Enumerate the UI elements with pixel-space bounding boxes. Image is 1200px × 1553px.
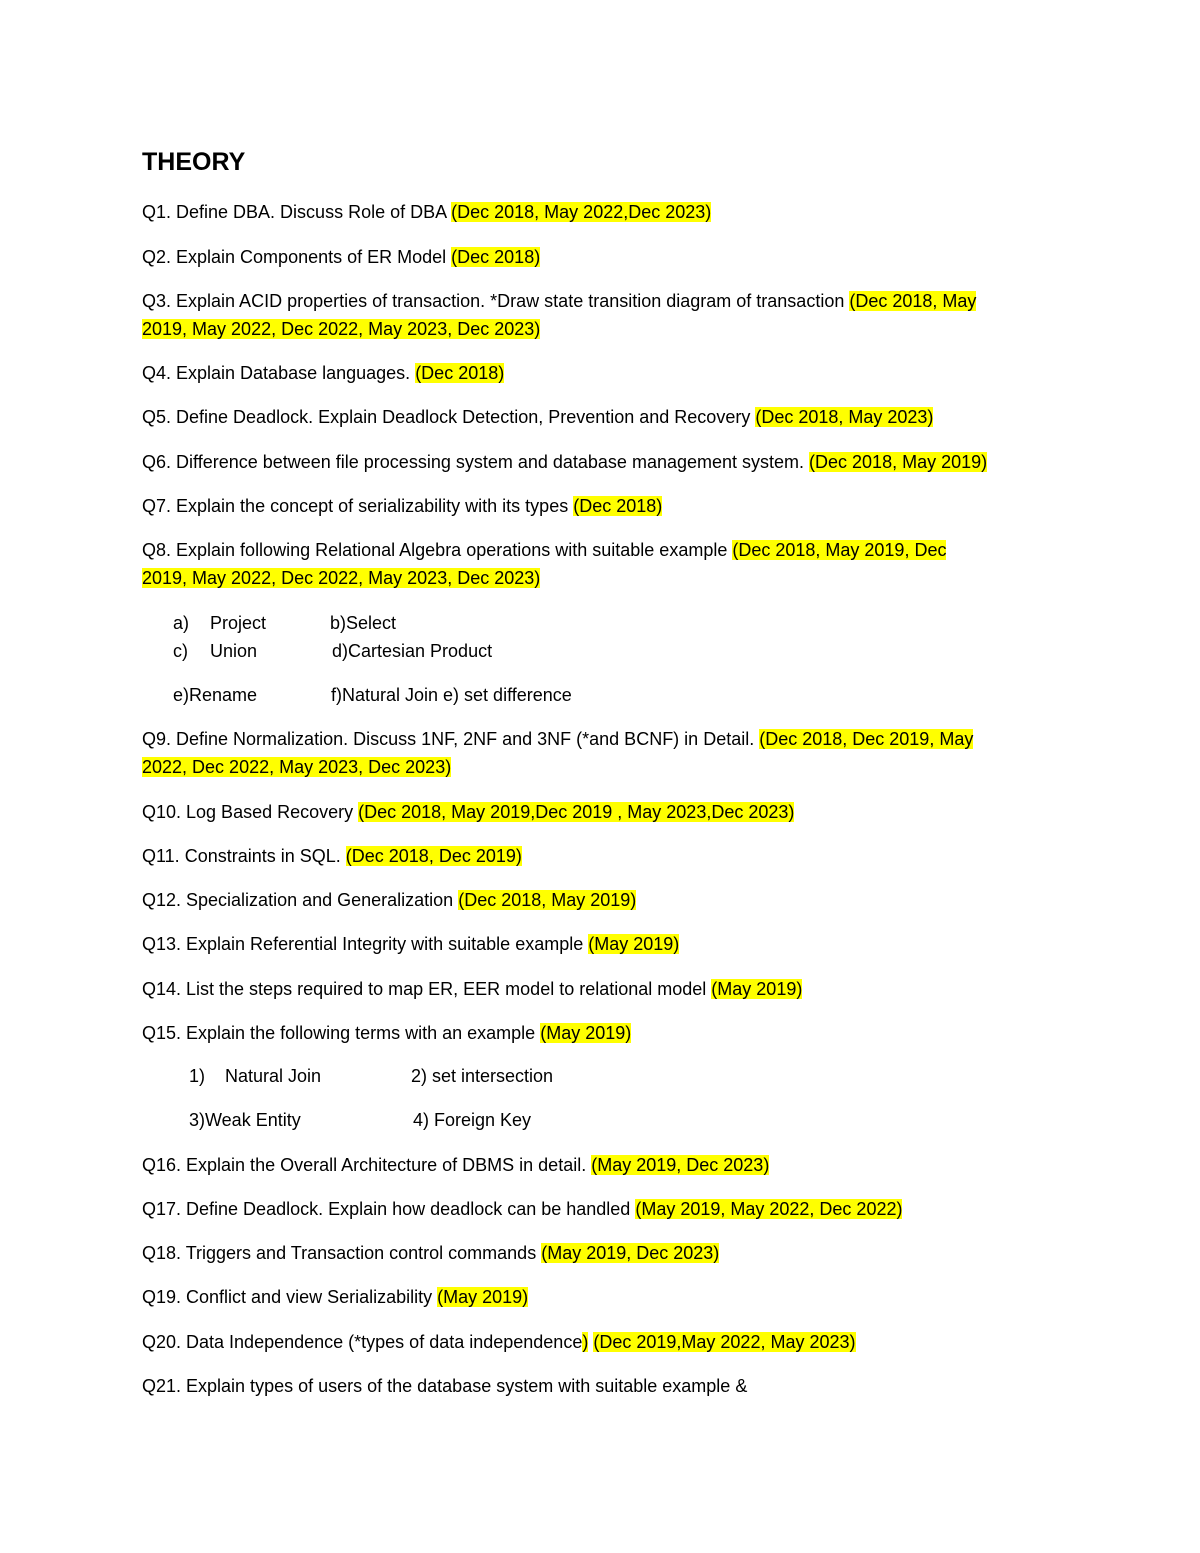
question-4	[142, 359, 504, 387]
exam-dates-highlight: (Dec 2018)	[573, 496, 663, 516]
question-text: Q16. Explain the Overall Architecture of DBMS in detail.	[142, 1155, 592, 1175]
question-text: Q18. Triggers and Transaction control commands	[142, 1243, 542, 1263]
exam-dates-highlight: (Dec 2018, May 2022,Dec 2023)	[451, 202, 712, 222]
exam-dates-highlight: 2019, May 2022, Dec 2022, May 2023, Dec 2023)	[142, 568, 541, 588]
option-union: Union	[210, 641, 258, 661]
question-13	[142, 930, 679, 958]
question-1	[142, 198, 711, 226]
question-17	[142, 1195, 902, 1223]
exam-dates-highlight: (May 2019, Dec 2023)	[541, 1243, 720, 1263]
question-9-continued	[142, 753, 451, 781]
question-text: Q2. Explain Components of ER Model	[142, 247, 452, 267]
question-5	[142, 403, 933, 431]
question-text: Q14. List the steps required to map ER, EER model to relational model	[142, 979, 712, 999]
option-weak-entity: 3)Weak Entity	[189, 1110, 301, 1130]
question-text: Q5. Define Deadlock. Explain Deadlock Detection, Prevention and Recovery	[142, 407, 756, 427]
highlight-fragment: )	[582, 1332, 589, 1352]
option-natural-join-set-difference: f)Natural Join e) set difference	[331, 685, 572, 705]
exam-dates-highlight: (May 2019)	[437, 1287, 529, 1307]
question-text: Q6. Difference between file processing system and database management system.	[142, 452, 810, 472]
question-18	[142, 1239, 719, 1267]
option-natural-join: Natural Join	[225, 1066, 322, 1086]
question-text: Q19. Conflict and view Serializability	[142, 1287, 438, 1307]
option-select: b)Select	[330, 613, 397, 633]
exam-dates-highlight: (Dec 2018, May 2019)	[458, 890, 637, 910]
question-19	[142, 1283, 528, 1311]
question-10	[142, 798, 794, 826]
question-14	[142, 975, 802, 1003]
question-15	[142, 1019, 631, 1047]
question-3	[142, 287, 976, 315]
question-text: Q7. Explain the concept of serializability with its types	[142, 496, 574, 516]
option-rename: e)Rename	[173, 685, 258, 705]
question-9	[142, 725, 973, 753]
exam-dates-highlight: (May 2019, Dec 2023)	[591, 1155, 770, 1175]
question-text: Q21. Explain types of users of the database system with suitable example &	[142, 1376, 748, 1396]
exam-dates-highlight: 2019, May 2022, Dec 2022, May 2023, Dec 2023)	[142, 319, 541, 339]
option-project: Project	[210, 613, 267, 633]
question-11	[142, 842, 522, 870]
question-text: Q4. Explain Database languages.	[142, 363, 416, 383]
question-12	[142, 886, 636, 914]
list-marker-1: 1)	[189, 1066, 206, 1086]
question-text: Q15. Explain the following terms with an example	[142, 1023, 541, 1043]
exam-dates-highlight: (Dec 2018, May 2019)	[809, 452, 988, 472]
exam-dates-highlight: (Dec 2018, May 2023)	[755, 407, 934, 427]
question-3-continued	[142, 315, 540, 343]
question-2	[142, 243, 540, 271]
question-text: Q17. Define Deadlock. Explain how deadlock can be handled	[142, 1199, 636, 1219]
question-text: Q12. Specialization and Generalization	[142, 890, 459, 910]
exam-dates-highlight: (May 2019)	[588, 934, 680, 954]
exam-dates-highlight: (Dec 2019,May 2022, May 2023)	[593, 1332, 856, 1352]
question-7	[142, 492, 662, 520]
question-21	[142, 1372, 747, 1400]
exam-dates-highlight: (Dec 2018, May 2019, Dec	[732, 540, 947, 560]
page-title: THEORY	[142, 148, 246, 176]
question-text: Q8. Explain following Relational Algebra operations with suitable example	[142, 540, 733, 560]
exam-dates-highlight: (Dec 2018, Dec 2019, May	[759, 729, 974, 749]
question-text: Q3. Explain ACID properties of transaction. *Draw state transition diagram of transaction	[142, 291, 850, 311]
exam-dates-highlight: (Dec 2018, May 2019,Dec 2019 , May 2023,Dec 2023)	[358, 802, 795, 822]
option-foreign-key: 4) Foreign Key	[413, 1110, 532, 1130]
exam-dates-highlight: (May 2019, May 2022, Dec 2022)	[635, 1199, 903, 1219]
question-8	[142, 536, 946, 564]
question-8-continued	[142, 564, 540, 592]
exam-dates-highlight: (Dec 2018)	[451, 247, 541, 267]
exam-dates-highlight: (May 2019)	[711, 979, 803, 999]
exam-dates-highlight: 2022, Dec 2022, May 2023, Dec 2023)	[142, 757, 452, 777]
question-20	[142, 1328, 856, 1356]
question-text: Q1. Define DBA. Discuss Role of DBA	[142, 202, 452, 222]
question-text: Q11. Constraints in SQL.	[142, 846, 346, 866]
question-text: Q10. Log Based Recovery	[142, 802, 359, 822]
question-6	[142, 448, 987, 476]
exam-dates-highlight: (Dec 2018, May	[849, 291, 977, 311]
option-cartesian-product: d)Cartesian Product	[332, 641, 493, 661]
question-text: Q9. Define Normalization. Discuss 1NF, 2NF and 3NF (*and BCNF) in Detail.	[142, 729, 760, 749]
exam-dates-highlight: (May 2019)	[540, 1023, 632, 1043]
question-text: Q13. Explain Referential Integrity with suitable example	[142, 934, 589, 954]
question-16	[142, 1151, 769, 1179]
exam-dates-highlight: (Dec 2018)	[415, 363, 505, 383]
question-text: Q20. Data Independence (*types of data independence	[142, 1332, 583, 1352]
list-marker-a: a)	[173, 613, 190, 633]
option-set-intersection: 2) set intersection	[411, 1066, 554, 1086]
exam-dates-highlight: (Dec 2018, Dec 2019)	[345, 846, 522, 866]
list-marker-c: c)	[173, 641, 188, 661]
